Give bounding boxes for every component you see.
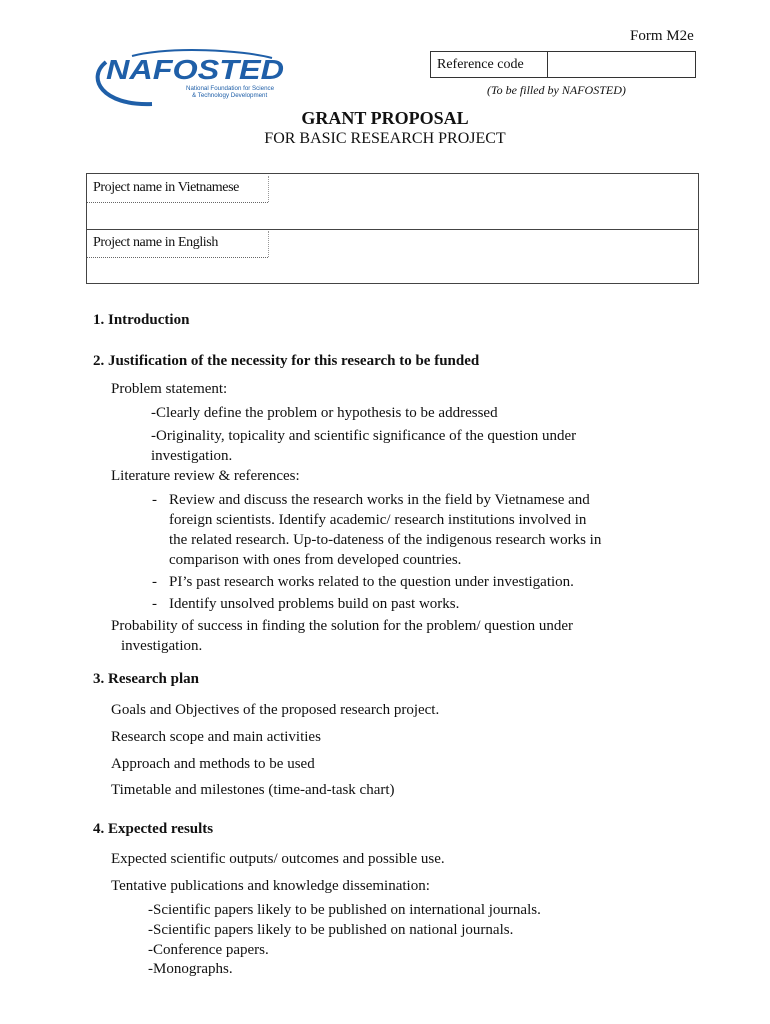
list-item: comparison with ones from developed countries.	[169, 552, 462, 568]
list-item: Review and discuss the research works in the field by Vietnamese and	[169, 492, 590, 508]
document-title: GRANT PROPOSAL	[301, 108, 469, 128]
form-id: Form M2e	[630, 28, 694, 44]
list-item: -Clearly define the problem or hypothesis to be addressed	[151, 405, 498, 421]
problem-statement: Problem statement:	[111, 381, 228, 397]
literature-review: Literature review & references:	[111, 468, 300, 484]
tentative-publications: Tentative publications and knowledge dissemination:	[111, 878, 430, 894]
label-separator	[268, 231, 269, 257]
list-item: foreign scientists. Identify academic/ research institutions involved in	[169, 512, 587, 528]
list-item: Timetable and milestones (time-and-task chart)	[111, 782, 395, 798]
list-item: Goals and Objectives of the proposed research project.	[111, 702, 440, 718]
label-underline	[87, 202, 268, 203]
list-item: Research scope and main activities	[111, 729, 321, 745]
section-3-heading: 3. Research plan	[93, 671, 199, 687]
label-underline	[87, 257, 268, 258]
list-item: the related research. Up-to-dateness of the indigenous research works in	[169, 532, 602, 548]
reference-note: (To be filled by NAFOSTED)	[487, 83, 626, 97]
list-item: investigation.	[151, 448, 233, 464]
list-item: Approach and methods to be used	[111, 756, 315, 772]
logo-tagline-2: & Technology Development	[192, 92, 268, 99]
list-dash: -	[152, 596, 157, 612]
logo-tagline-1: National Foundation for Science	[186, 85, 275, 92]
nafosted-logo	[92, 48, 288, 108]
section-1-heading: 1. Introduction	[93, 312, 190, 328]
probability-text-cont: investigation.	[121, 638, 203, 654]
list-dash: -	[152, 574, 157, 590]
list-item: -Scientific papers likely to be published on international journals.	[148, 902, 541, 918]
list-item: PI’s past research works related to the question under investigation.	[169, 574, 574, 590]
document-subtitle: FOR BASIC RESEARCH PROJECT	[264, 130, 506, 147]
list-item: -Originality, topicality and scientific significance of the question under	[151, 428, 577, 444]
list-item: -Conference papers.	[148, 942, 269, 958]
list-item: Identify unsolved problems build on past works.	[169, 596, 460, 612]
list-dash: -	[152, 492, 157, 508]
reference-code-label: Reference code	[431, 52, 548, 77]
expected-outputs: Expected scientific outputs/ outcomes and possible use.	[111, 851, 445, 867]
table-divider	[87, 229, 698, 230]
project-name-english-label: Project name in English	[93, 235, 218, 250]
list-item: -Scientific papers likely to be published on national journals.	[148, 922, 514, 938]
logo-wordmark: NAFOSTED	[106, 54, 284, 85]
section-2-heading: 2. Justification of the necessity for this research to be funded	[93, 353, 480, 369]
project-name-table	[86, 173, 699, 284]
section-4-heading: 4. Expected results	[93, 821, 214, 837]
probability-text: Probability of success in finding the solution for the problem/ question under	[111, 618, 574, 634]
list-item: -Monographs.	[148, 961, 233, 977]
label-separator	[268, 176, 269, 202]
project-name-vietnamese-label: Project name in Vietnamese	[93, 180, 239, 195]
reference-code-table	[430, 51, 696, 78]
